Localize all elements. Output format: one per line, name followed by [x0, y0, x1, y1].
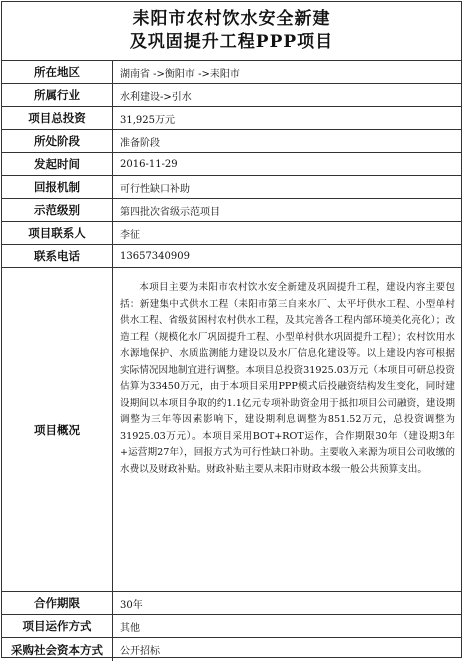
- industry-value: 水利建设->引水: [120, 91, 192, 103]
- row-demo-level: [2, 199, 461, 222]
- stage-value: 准备阶段: [120, 137, 160, 149]
- demo-level-value: 第四批次省级示范项目: [120, 206, 220, 218]
- contact-phone-value: 13657340909: [120, 250, 190, 262]
- procurement-method-value: 公开招标: [120, 646, 160, 657]
- stage-label: 所处阶段: [2, 130, 113, 152]
- overview-text: 本项目主要为耒阳市农村饮水安全新建及巩固提升工程，建设内容主要包括：新建集中式供水工程（耒阳市第三自来水厂、太平圩供水工程、小型单村供水工程、省级贫困村农村供水工程，及其完善各工程内部环境美化亮化）；改造工程（规模化水厂巩固提升工程、小型单村供水巩固提升工程）；农村饮用水水源地保护、水质监测能力建设以及水厂信息化建设等。以上建设内容可根据实际情况因地制宜进行调整。本项目总投资31925.03万元（本项目可研总投资估算为33450万元，由于本项目采用PPP模式后投融资结构发生变化，同时建设期间以本项目争取的约1.1亿元专项补助资金用于抵扣项目公司融资，建设期调整为三年等因素影响下，建设期利息调整为851.52万元，总投资调整为31925.03万元）。本项目采用BOT+ROT运作，合作期限30年（建设期3年+运营期27年），回报方式为可行性缺口补助。主要收入来源为项目公司收缴的水费以及财政补贴。财政补贴主要从耒阳市财政本级一般公共预算支出。: [120, 282, 455, 475]
- row-start-date: [2, 153, 461, 176]
- total-investment-label: 项目总投资: [2, 107, 113, 129]
- row-region: [2, 61, 461, 84]
- cooperation-period-label: 合作期限: [2, 592, 113, 614]
- operation-mode-label: 项目运作方式: [2, 615, 113, 637]
- row-total-investment: [2, 107, 461, 130]
- operation-mode-value: 其他: [120, 622, 140, 634]
- region-label: 所在地区: [2, 61, 113, 83]
- contact-person-label: 项目联系人: [2, 222, 113, 244]
- title-line-1: 耒阳市农村饮水安全新建: [132, 9, 331, 29]
- cooperation-period-value: 30年: [120, 599, 143, 611]
- document-title: [2, 2, 461, 61]
- row-operation-mode: [2, 615, 461, 638]
- start-date-label: 发起时间: [2, 153, 113, 175]
- contact-phone-label: 联系电话: [2, 245, 113, 267]
- row-stage: [2, 130, 461, 153]
- contact-person-value: 李征: [120, 229, 140, 241]
- title-line-2: 及巩固提升工程PPP项目: [129, 32, 334, 52]
- row-procurement-method: [2, 638, 461, 661]
- row-industry: [2, 84, 461, 107]
- region-value: 湖南省 ->衡阳市 ->耒阳市: [120, 68, 240, 80]
- row-return-mechanism: [2, 176, 461, 199]
- row-cooperation-period: [2, 592, 461, 615]
- industry-label: 所属行业: [2, 84, 113, 106]
- row-contact-person: [2, 222, 461, 245]
- return-mechanism-value: 可行性缺口补助: [120, 183, 190, 195]
- total-investment-value: 31,925万元: [120, 114, 175, 126]
- row-contact-phone: [2, 245, 461, 268]
- demo-level-label: 示范级别: [2, 199, 113, 221]
- start-date-value: 2016-11-29: [120, 158, 178, 170]
- row-overview: [2, 268, 461, 592]
- procurement-method-label: 采购社会资本方式: [2, 638, 113, 661]
- project-info-table: [1, 1, 462, 658]
- return-mechanism-label: 回报机制: [2, 176, 113, 198]
- overview-label: 项目概况: [2, 268, 113, 591]
